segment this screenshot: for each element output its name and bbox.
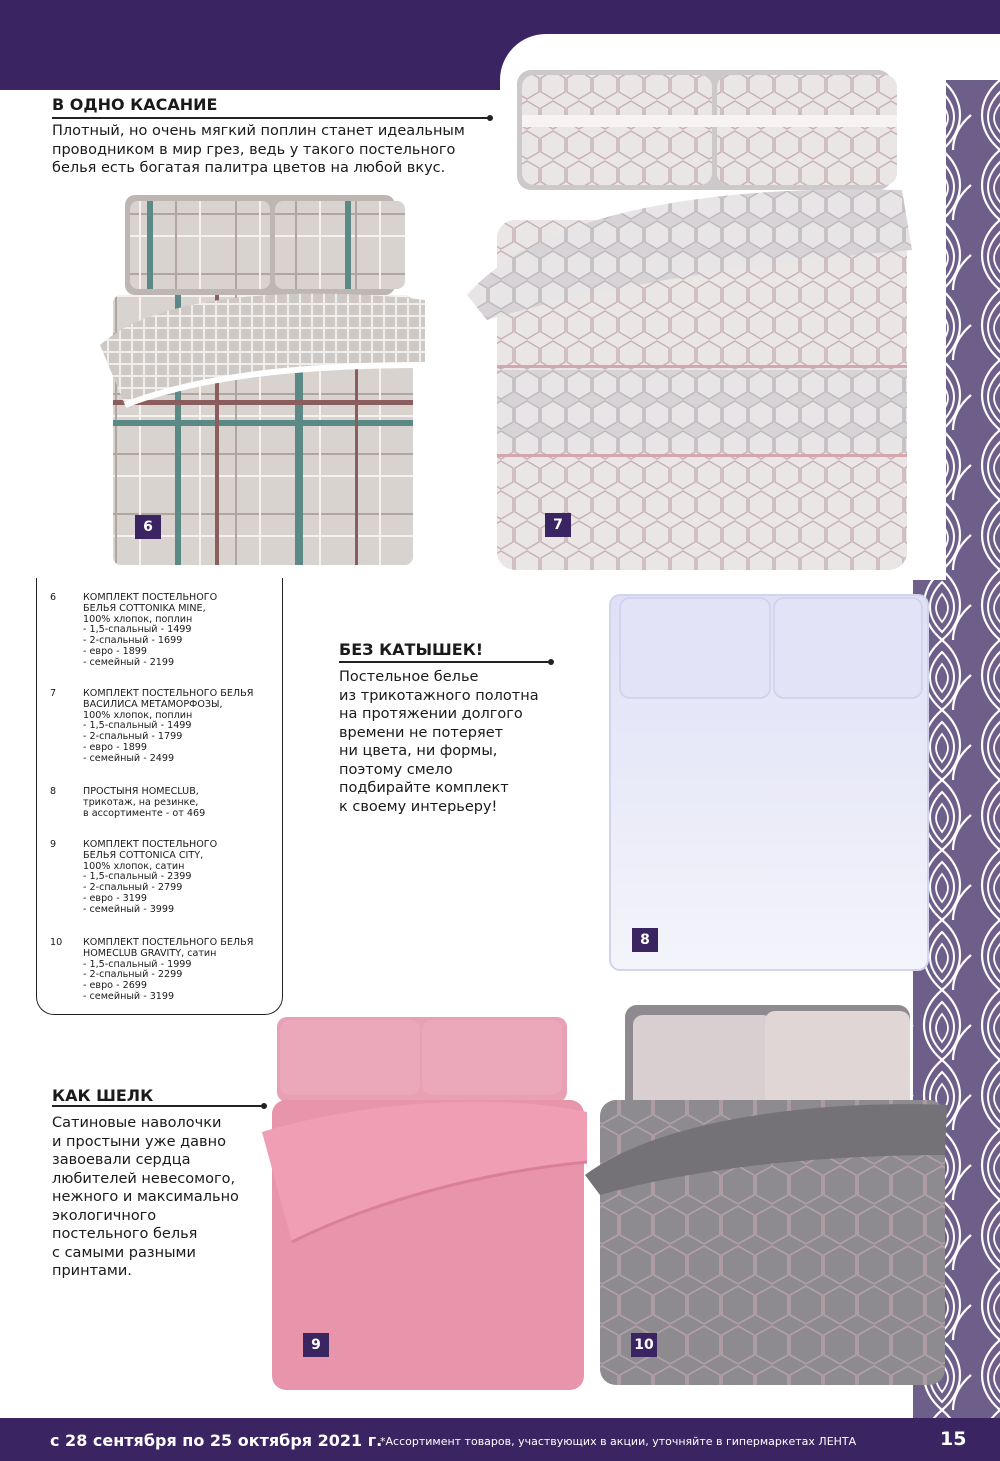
product-title: КОМПЛЕКТ ПОСТЕЛЬНОГО БЕЛЬЯ ВАСИЛИСА МЕТАМОРФОЗЫ,: [83, 688, 254, 710]
heading-rule: [52, 1105, 264, 1107]
section-text-no-pilling: Постельное белье из трикотажного полотна на протяжении долгого времени не потеряет ни цвета, ни формы, поэтому смело подбирайте комплект к своему интерьеру!: [339, 669, 539, 815]
product-number: 7: [50, 688, 57, 699]
section-heading-like-silk: КАК ШЕЛК: [52, 1086, 154, 1105]
product-badge-6: 6: [135, 515, 161, 539]
product-number: 8: [50, 786, 57, 797]
product-title: КОМПЛЕКТ ПОСТЕЛЬНОГО БЕЛЬЯ HOMECLUB GRAVITY, сатин: [83, 937, 254, 959]
product-specs: 100% хлопок, поплин - 1,5-спальный - 1499 - 2-спальный - 1799 - евро - 1899 - семейный - 2499: [83, 709, 193, 764]
product-specs: трикотаж, на резинке, в ассортименте - от 469: [83, 796, 206, 819]
section-text-like-silk: Сатиновые наволочки и простыни уже давно завоевали сердца любителей невесомого, нежного и максимально экологичного постельного белья с самыми разными принтами.: [52, 1115, 239, 1279]
section-heading-no-pilling: БЕЗ КАТЫШЕК!: [339, 640, 484, 659]
page-number: 15: [940, 1428, 967, 1450]
product-specs: 100% хлопок, сатин - 1,5-спальный - 2399 - 2-спальный - 2799 - евро - 3199 - семейный - 3999: [83, 860, 192, 915]
product-specs: 100% хлопок, поплин - 1,5-спальный - 1499 - 2-спальный - 1699 - евро - 1899 - семейный - 2199: [83, 613, 193, 668]
heading-rule: [339, 661, 551, 663]
product-number: 10: [50, 937, 63, 948]
product-photo-homeclub-sheet: [596, 590, 936, 978]
promo-dates: с 28 сентября по 25 октября 2021 г.: [50, 1431, 383, 1450]
section-text-one-touch: Плотный, но очень мягкий поплин станет идеальным проводником в мир грез, ведь у такого постельного белья есть богатая палитра цветов на любой вкус.: [52, 123, 465, 176]
product-title: КОМПЛЕКТ ПОСТЕЛЬНОГО БЕЛЬЯ COTTONICA CITY,: [83, 839, 218, 861]
product-number: 6: [50, 592, 57, 603]
product-badge-8: 8: [632, 928, 658, 952]
footer-disclaimer: *Ассортимент товаров, участвующих в акции, уточняйте в гипермаркетах ЛЕНТА: [380, 1435, 857, 1448]
product-photo-cottonika-mine: [95, 195, 425, 570]
product-title: ПРОСТЫНЯ HOMECLUB,: [83, 786, 199, 797]
heading-rule: [52, 117, 490, 119]
product-badge-9: 9: [303, 1333, 329, 1357]
product-badge-7: 7: [545, 513, 571, 537]
product-title: КОМПЛЕКТ ПОСТЕЛЬНОГО БЕЛЬЯ COTTONIKA MINE,: [83, 592, 218, 614]
section-heading-one-touch: В ОДНО КАСАНИЕ: [52, 95, 218, 114]
product-photo-metamorfozy: [462, 70, 912, 575]
product-specs: - 1,5-спальный - 1999 - 2-спальный - 2299 - евро - 2699 - семейный - 3199: [83, 958, 192, 1002]
product-badge-10: 10: [631, 1333, 657, 1357]
product-number: 9: [50, 839, 57, 850]
